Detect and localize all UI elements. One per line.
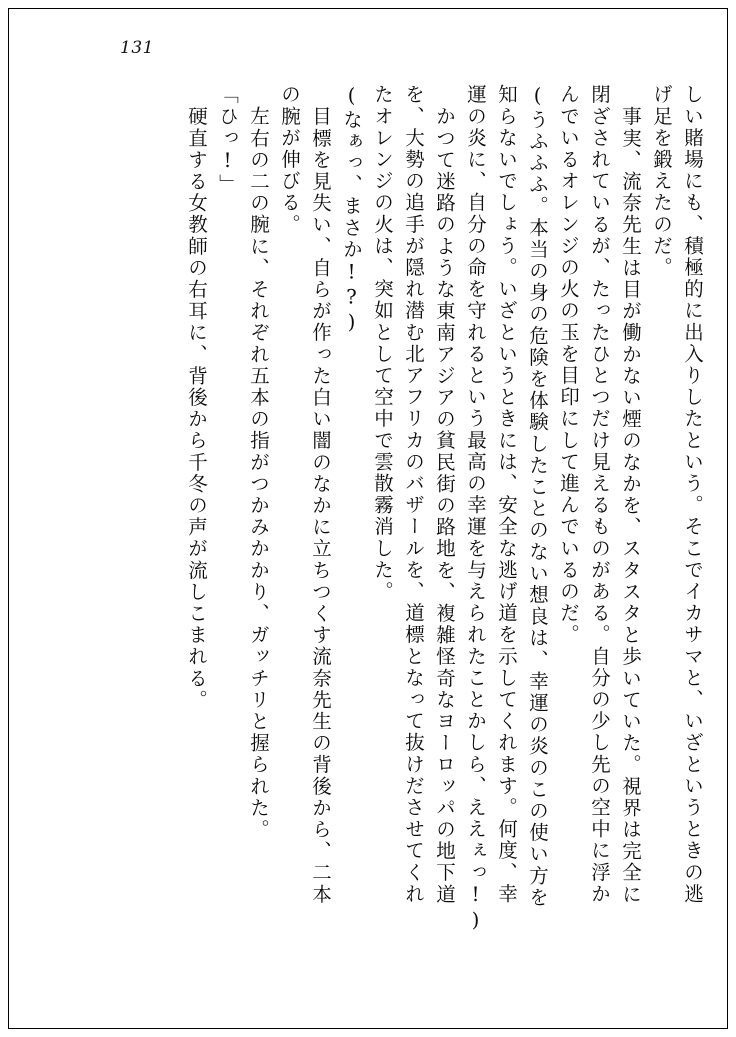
text-line: 硬直する女教師の右耳に、背後から千冬の声が流しこまれる。 xyxy=(185,106,208,711)
page-text-body xyxy=(82,84,702,970)
text-line: (なぁっ、まさか!?) xyxy=(340,84,363,336)
text-line: んでいるオレンジの火の玉を目印にして進んでいるのだ。 xyxy=(557,84,580,646)
text-line: 目標を見失い、自らが作った白い闇のなかに立ちつくす流奈先生の背後から、二本 xyxy=(309,106,332,906)
text-line: 左右の二の腕に、それぞれ五本の指がつかみかかり、ガッチリと握られた。 xyxy=(247,106,270,841)
text-line: (うふふふ。本当の身の危険を体験したことのない想良は、幸運の炎のこの使い方を xyxy=(526,84,549,909)
text-line: 閉ざされているが、たったひとつだけ見えるものがある。自分の少し先の空中に浮か xyxy=(588,84,611,905)
text-line: たオレンジの火は、突如として空中で雲散霧消した。 xyxy=(371,84,394,603)
text-line: しい賭場にも、積極的に出入りしたという。そこでイカサマと、いざというときの逃 xyxy=(681,84,704,905)
text-line: を、大勢の追手が隠れ潜む北アフリカのバザールを、道標となって抜けださせてくれ xyxy=(402,84,425,905)
text-line: げ足を鍛えたのだ。 xyxy=(650,84,673,279)
text-line: 「ひっ!」 xyxy=(216,84,239,196)
page-number: 131 xyxy=(120,38,154,58)
text-line: かつて迷路のような東南アジアの貧民街の路地を、複雑怪奇なヨーロッパの地下道 xyxy=(433,106,456,906)
text-line: 運の炎に、自分の命を守れるという最高の幸運を与えられたことかしら、ええぇっ!) xyxy=(464,84,487,934)
text-line: 事実、流奈先生は目が働かない煙のなかを、スタスタと歩いていた。視界は完全に xyxy=(619,106,642,906)
text-line: の腕が伸びる。 xyxy=(278,84,301,236)
text-line: 知らないでしょう。いざというときには、安全な逃げ道を示してくれます。何度、幸 xyxy=(495,84,518,905)
